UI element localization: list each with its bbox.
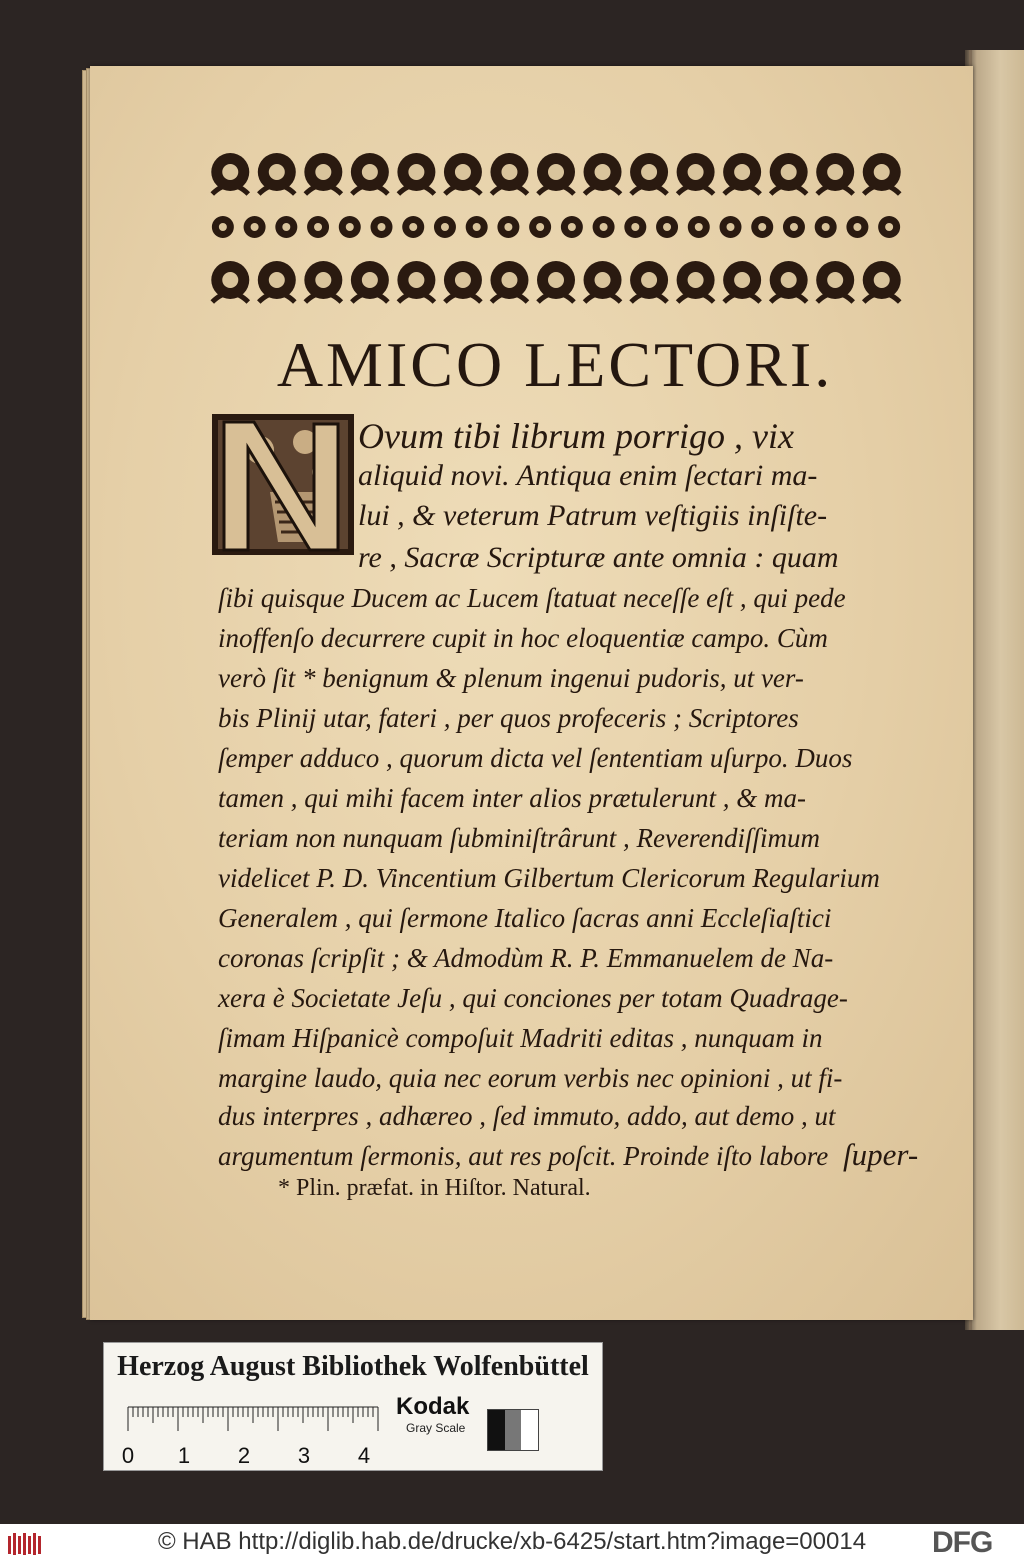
library-name: Herzog August Bibliothek Wolfenbüttel: [117, 1351, 589, 1382]
body-text-line: verò ſit * benignum & plenum ingenui pudoris, ut ver-: [218, 663, 804, 693]
body-text-line: lui , & veterum Patrum veſtigiis inſiſte-: [358, 499, 828, 532]
body-text-line: inoffenſo decurrere cupit in hoc eloquentiæ campo. Cùm: [218, 623, 828, 653]
headpiece-ornament: [207, 142, 905, 309]
body-text-line: argumentum ſermonis, aut res poſcit. Proinde iſto labore: [218, 1141, 829, 1171]
kodak-brand: Kodak: [396, 1393, 470, 1420]
footer-bar: [0, 1524, 1024, 1563]
body-text-line: ſimam Hiſpanicè compoſuit Madriti editas , nunquam in: [218, 1023, 823, 1053]
scale-ruler: [118, 1401, 388, 1467]
body-text-line: Generalem , qui ſermone Italico ſacras anni Eccleſiaſtici: [218, 903, 832, 933]
body-text-line: teriam non nunquam ſubminiſtrârunt , Reverendiſſimum: [218, 823, 820, 853]
body-text-line: Ovum tibi librum porrigo , vix: [358, 416, 794, 456]
facing-page-edge: [965, 50, 1024, 1330]
body-text-line: videlicet P. D. Vincentium Gilbertum Clericorum Regularium: [218, 863, 880, 893]
body-text-line: xera è Societate Jeſu , qui conciones per totam Quadrage-: [218, 983, 848, 1013]
catchword: ſuper-: [843, 1137, 919, 1172]
ruler-label: 4: [357, 1443, 371, 1467]
dfg-logo: DFG: [932, 1526, 993, 1559]
page-heading: AMICO LECTORI.: [276, 329, 834, 400]
color-checker-card: [103, 1342, 603, 1471]
body-text-line: coronas ſcripſit ; & Admodùm R. P. Emmanuelem de Na-: [218, 943, 834, 973]
body-text-line: ſemper adduco , quorum dicta vel ſententiam uſurpo. Duos: [218, 743, 853, 773]
gray-scale-label: Gray Scale: [406, 1421, 466, 1435]
body-text-line: ſibi quisque Ducem ac Lucem ſtatuat neceſſe eſt , qui pede: [218, 583, 846, 613]
body-text-line: margine laudo, quia nec eorum verbis nec opinioni , ut fi-: [218, 1063, 843, 1093]
gray-scale-swatch: [487, 1409, 539, 1451]
body-text-line: re , Sacræ Scripturæ ante omnia : quam: [358, 541, 839, 574]
footnote: * Plin. præfat. in Hiſtor. Natural.: [278, 1175, 591, 1201]
body-text-line: bis Plinij utar, fateri , per quos profeceris ; Scriptores: [218, 703, 799, 733]
ruler-label: 2: [237, 1443, 251, 1467]
ruler-label: 0: [121, 1443, 135, 1467]
body-text-line: aliquid novi. Antiqua enim ſectari ma-: [358, 459, 818, 492]
ruler-label: 3: [297, 1443, 311, 1467]
copyright-url[interactable]: © HAB http://diglib.hab.de/drucke/xb-6425/start.htm?image=00014: [157, 1528, 867, 1555]
body-text-line: dus interpres , adhæreo , ſed immuto, addo, aut demo , ut: [218, 1101, 836, 1131]
decorated-initial-icon: [210, 412, 356, 557]
ruler-label: 1: [177, 1443, 191, 1467]
body-text-line: tamen , qui mihi facem inter alios prætulerunt , & ma-: [218, 783, 806, 813]
